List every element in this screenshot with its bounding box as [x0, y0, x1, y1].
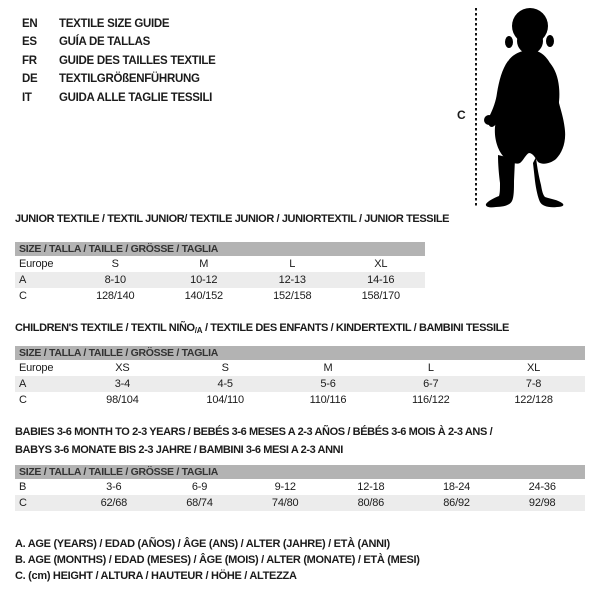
- baby-figure: [455, 5, 585, 210]
- age-cell: 3-4: [114, 378, 131, 390]
- note-height-cm: C. (cm) HEIGHT / ALTURA / HAUTEUR / HÖHE / ALTEZZA: [15, 569, 297, 582]
- table-row: [15, 495, 585, 511]
- babies-size-header: SIZE / TALLA / TAILLE / GRÖSSE / TAGLIA: [15, 465, 585, 479]
- table-row: [15, 479, 585, 495]
- lang-label: TEXTILE SIZE GUIDE: [59, 18, 170, 30]
- height-label: C: [457, 108, 466, 122]
- babies-title-line2: BABYS 3-6 MONATE BIS 2-3 JAHRE / BAMBINI 3-6 MESI A 2-3 ANNI: [15, 443, 343, 456]
- language-title-block: [22, 15, 216, 107]
- age-cell: 6-7: [423, 378, 439, 390]
- lang-row-it: [22, 89, 216, 107]
- height-cell: 110/116: [309, 394, 347, 406]
- lang-code: FR: [22, 54, 37, 67]
- age-cell: 18-24: [442, 481, 471, 493]
- junior-size-header: SIZE / TALLA / TAILLE / GRÖSSE / TAGLIA: [15, 242, 425, 256]
- junior-size-table: [15, 242, 425, 304]
- baby-silhouette-icon: [478, 5, 568, 210]
- lang-label: GUIDE DES TAILLES TEXTILE: [59, 54, 216, 67]
- height-cell: 98/104: [106, 394, 139, 406]
- age-cell: 14-16: [367, 274, 395, 286]
- lang-row-en: [22, 15, 216, 33]
- age-cell: 24-36: [528, 481, 556, 493]
- table-row: [15, 272, 425, 288]
- size-cell: XL: [527, 362, 541, 374]
- height-cell: 74/80: [271, 497, 299, 509]
- size-cell: XL: [374, 258, 388, 270]
- size-cell: L: [427, 362, 434, 374]
- lang-code: ES: [22, 36, 37, 49]
- age-cell: 8-10: [104, 274, 126, 286]
- table-row: [15, 288, 425, 304]
- size-cell: XS: [115, 362, 130, 374]
- height-cell: 86/92: [443, 497, 470, 509]
- height-measure-line: [475, 8, 477, 207]
- age-cell: 10-12: [190, 274, 218, 286]
- table-row: [15, 360, 585, 376]
- height-cell: 80/86: [357, 497, 385, 509]
- table-row: [15, 256, 425, 272]
- age-cell: 12-18: [357, 481, 385, 493]
- height-cell: 128/140: [96, 290, 135, 302]
- children-size-table: [15, 346, 585, 408]
- babies-size-table: [15, 465, 585, 511]
- height-cell: 92/98: [528, 497, 556, 509]
- age-cell: 4-5: [217, 378, 233, 390]
- junior-table-title: JUNIOR TEXTILE / TEXTIL JUNIOR/ TEXTILE JUNIOR / JUNIORTEXTIL / JUNIOR TESSILE: [15, 213, 450, 225]
- height-cell: 122/128: [514, 394, 553, 406]
- row-label: C: [19, 290, 27, 302]
- age-cell: 9-12: [274, 481, 296, 493]
- row-label: B: [19, 481, 27, 493]
- height-cell: 140/152: [184, 290, 223, 302]
- lang-label: GUÍA DE TALLAS: [59, 36, 150, 49]
- height-cell: 116/122: [412, 394, 450, 406]
- children-title-pre: CHILDREN'S TEXTILE / TEXTIL NIÑO: [15, 322, 195, 334]
- lang-label: GUIDA ALLE TAGLIE TESSILI: [59, 91, 213, 104]
- babies-table-title: [15, 424, 492, 459]
- children-title-subscript: /A: [194, 326, 203, 335]
- age-cell: 12-13: [278, 274, 306, 286]
- age-cell: 7-8: [525, 378, 542, 390]
- legend-notes: [15, 537, 420, 584]
- row-label: C: [19, 394, 27, 406]
- row-label: Europe: [19, 362, 54, 374]
- age-cell: 3-6: [106, 481, 122, 493]
- size-cell: S: [221, 362, 229, 374]
- height-cell: 62/68: [100, 497, 128, 509]
- babies-title-line1: BABIES 3-6 MONTH TO 2-3 YEARS / BEBÉS 3-6 MESES A 2-3 AÑOS / BÉBÉS 3-6 MOIS À 2-3 ANS /: [15, 426, 493, 438]
- lang-code: DE: [22, 73, 38, 86]
- size-cell: S: [111, 258, 119, 270]
- age-cell: 5-6: [320, 378, 336, 390]
- children-size-header: SIZE / TALLA / TAILLE / GRÖSSE / TAGLIA: [15, 346, 585, 360]
- row-label: A: [19, 274, 27, 286]
- children-title-post: / TEXTILE DES ENFANTS / KINDERTEXTIL / BAMBINI TESSILE: [202, 322, 509, 334]
- note-age-years: A. AGE (YEARS) / EDAD (AÑOS) / ÂGE (ANS) / ALTER (JAHRE) / ETÀ (ANNI): [15, 538, 390, 550]
- lang-code: EN: [22, 18, 38, 30]
- row-label: A: [19, 378, 27, 390]
- height-cell: 104/110: [206, 394, 244, 406]
- lang-row-es: [22, 33, 216, 51]
- note-age-months: B. AGE (MONTHS) / EDAD (MESES) / ÂGE (MOIS) / ALTER (MONATE) / ETÀ (MESI): [15, 553, 420, 566]
- age-cell: 6-9: [191, 481, 208, 493]
- table-row: [15, 392, 585, 408]
- row-label: Europe: [19, 258, 54, 270]
- children-table-title: [15, 322, 509, 335]
- lang-row-de: [22, 70, 216, 88]
- size-cell: L: [289, 258, 296, 270]
- lang-code: IT: [22, 91, 32, 104]
- size-cell: M: [323, 362, 333, 374]
- height-cell: 158/170: [361, 290, 400, 302]
- table-row: [15, 376, 585, 392]
- lang-label: TEXTILGRÖßENFÜHRUNG: [59, 73, 200, 86]
- lang-row-fr: [22, 52, 216, 70]
- height-cell: 152/158: [273, 290, 312, 302]
- row-label: C: [19, 497, 27, 509]
- height-cell: 68/74: [186, 497, 213, 509]
- size-cell: M: [199, 258, 209, 270]
